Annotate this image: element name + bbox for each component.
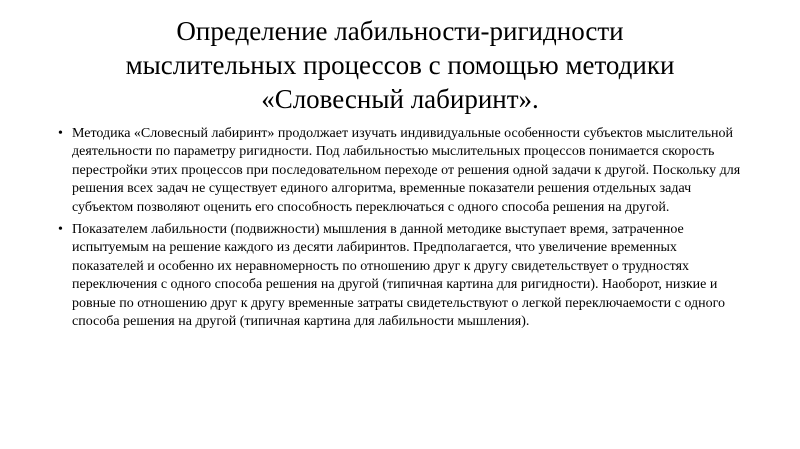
slide-title [60, 14, 740, 116]
slide-title-line-3: «Словесный лабиринт». [261, 84, 539, 114]
bullet-text-2: Показателем лабильности (подвижности) мышления в данной методике выступает время, затраченное испытуемым на решение каждого из десяти лабиринтов. Предполагается, что увеличение временных показателей и особенно их неравномерность по отношению друг к другу свидетельствует о трудностях переключения с одного способа решения на другой (типичная картина для ригидности). Наоборот, низкие и ровные по отношению друг к другу временные затраты свидетельствуют о легкой переключаемости с одного способа решения на другой (типичная картина для лабильности мышления). [72, 222, 725, 330]
bullet-item-1 [58, 125, 748, 217]
bullet-marker-icon: • [58, 222, 63, 238]
bullet-text-1: Методика «Словесный лабиринт» продолжает изучать индивидуальные особенности субъектов мыслительной деятельности по параметру ригидности. Под лабильностью мыслительных процессов понимается скорость перестройки этих процессов при последовательном переходе от решения одной задачи к другой. Поскольку для решения всех задач не существует единого алгоритма, временные показатели решения отдельных задач субъектом позволяют оценить его способность переключаться с одного способа решения на другой. [72, 126, 741, 215]
slide-title-line-2: мыслительных процессов с помощью методики [125, 50, 675, 80]
slide-title-line-1: Определение лабильности-ригидности [176, 16, 624, 46]
bullet-marker-icon: • [58, 126, 63, 141]
bullet-list [58, 125, 748, 335]
bullet-item-2 [58, 221, 748, 331]
